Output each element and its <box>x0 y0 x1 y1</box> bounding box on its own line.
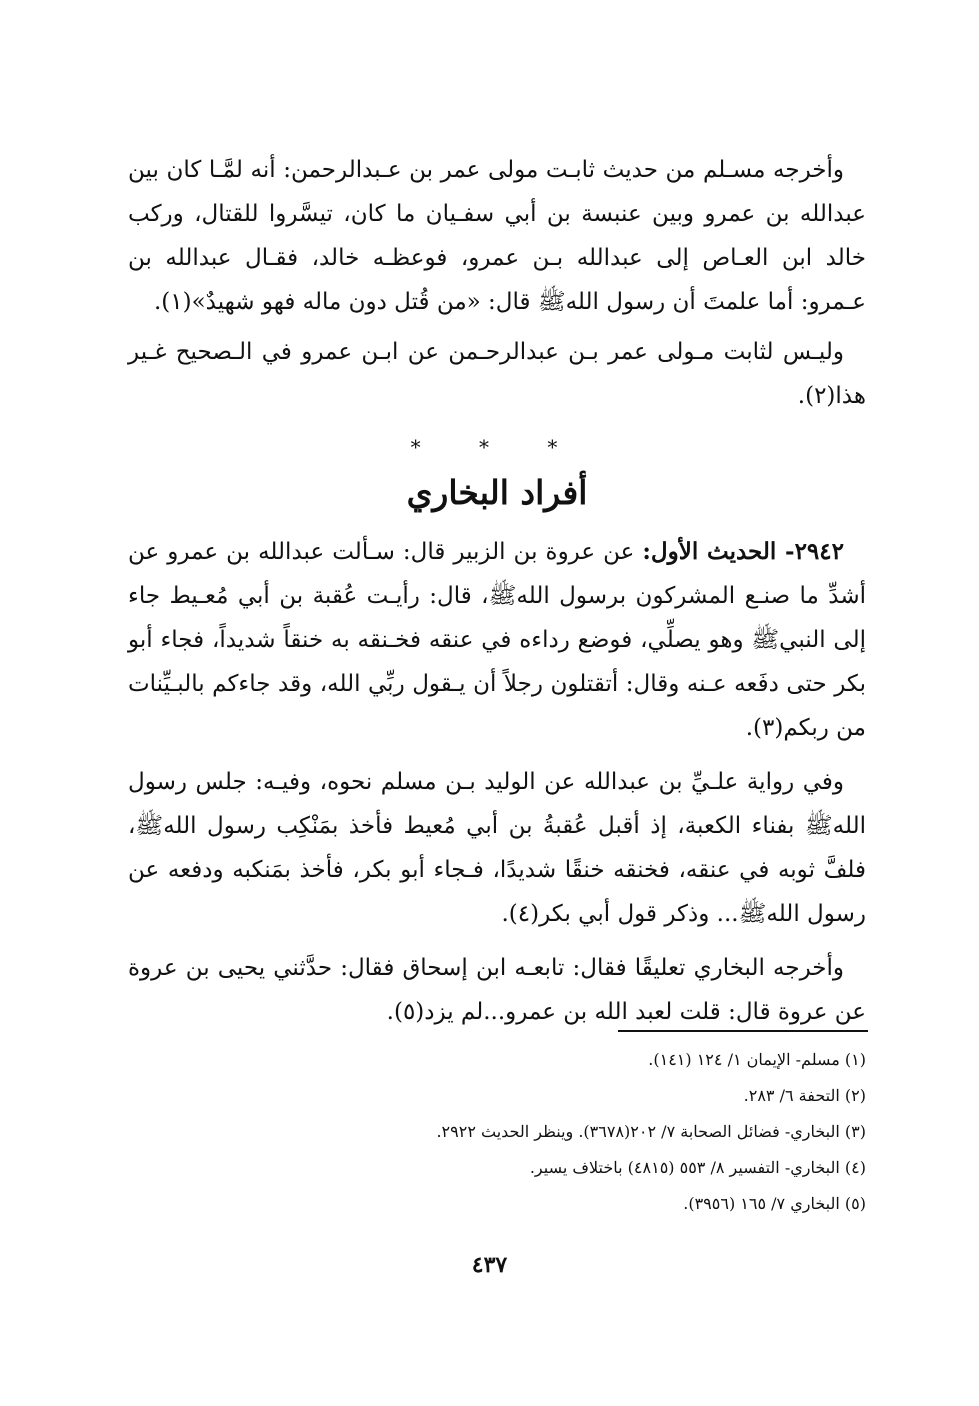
footnote-2: (٢) التحفة ٦/ ٢٨٣. <box>743 1086 866 1105</box>
section-title: أفراد البخاري <box>406 473 588 512</box>
paragraph-ali-riwaya: وفي رواية علـيِّ بن عبدالله عن الوليد بـن مسلم نحوه، وفيـه: جلس رسول اللهﷺ بفناء الكعبة، إذ أقبل عُقبةُ بن أبي مُعيط فأخذ بمَنْكِب رسول اللهﷺ، فلفَّ ثوبه في عنقه، فخنقه خنقًا شديدًا، فـجاء أبو بكر، فأخذ بمَنكبه ودفعه عن رسول اللهﷺ... وذكر قول أبي بكر(٤). <box>128 769 866 927</box>
footnote-4: (٤) البخاري- التفسير ٨/ ٥٥٣ (٤٨١٥) باختلاف يسير. <box>529 1158 866 1177</box>
paragraph-thabit-note: وليـس لثابت مـولى عمر بـن عبدالرحـمن عن ابـن عمرو في الـصحيح غـير هذا(٢). <box>128 339 866 409</box>
hadith-2942 <box>128 530 866 750</box>
footnote-5: (٥) البخاري ٧/ ١٦٥ (٣٩٥٦). <box>683 1194 866 1213</box>
page-number: ٤٣٧ <box>471 1252 508 1278</box>
main-text <box>128 148 866 1044</box>
paragraph-muslim-narration: وأخرجه مسـلم من حديث ثابـت مولى عمر بن عـبدالرحمن: أنه لمَّـا كان بين عبدالله بن عمرو وبين عنبسة بن أبي سفـيان ما كان، تيسَّروا للقتال، وركب خالد ابن العـاص إلى عبدالله بـن عمرو، فوعظـه خالد، فقـال عبدالله بن عـمرو: أما علمتَ أن رسول اللهﷺ قال: «من قُتل دون ماله فهو شهيدٌ»(١). <box>128 157 866 315</box>
footnote-1: (١) مسلم- الإيمان ١/ ١٢٤ (١٤١). <box>648 1050 866 1069</box>
hadith-text: عن عروة بن الزبير قال: سـألت عبدالله بن عمرو عن أشدِّ ما صنـع المشركون برسول اللهﷺ، قال: رأيـت عُقبة بن أبي مُعـيط جاء إلى النبيﷺ وهو يصلِّي، فوضع رداءه في عنقه فخـنقه به خنقاً شديداً، فجاء أبو بكر حتى دفَعه عـنه وقال: أتقتلون رجلاً أن يـقول ربِّي الله، وقد جاءكم بالبـيِّنات من ربكم(٣). <box>128 539 866 741</box>
paragraph-bukhari-taliq: وأخرجه البخاري تعليقًا فقال: تابعـه ابن إسحاق فقال: حدَّثني يحيى بن عروة عن عروة قال: قلت لعبد الله بن عمرو...لم يزد(٥). <box>128 955 866 1025</box>
footnote-3: (٣) البخاري- فضائل الصحابة ٧/ ٢٠٢(٣٦٧٨). وينظر الحديث ٢٩٢٢. <box>436 1122 866 1141</box>
hadith-heading: ٢٩٤٢- الحديث الأول: <box>642 538 844 565</box>
section-separator-stars: * * * <box>410 435 584 459</box>
footnotes <box>128 1042 866 1222</box>
footnote-divider <box>618 1030 868 1032</box>
